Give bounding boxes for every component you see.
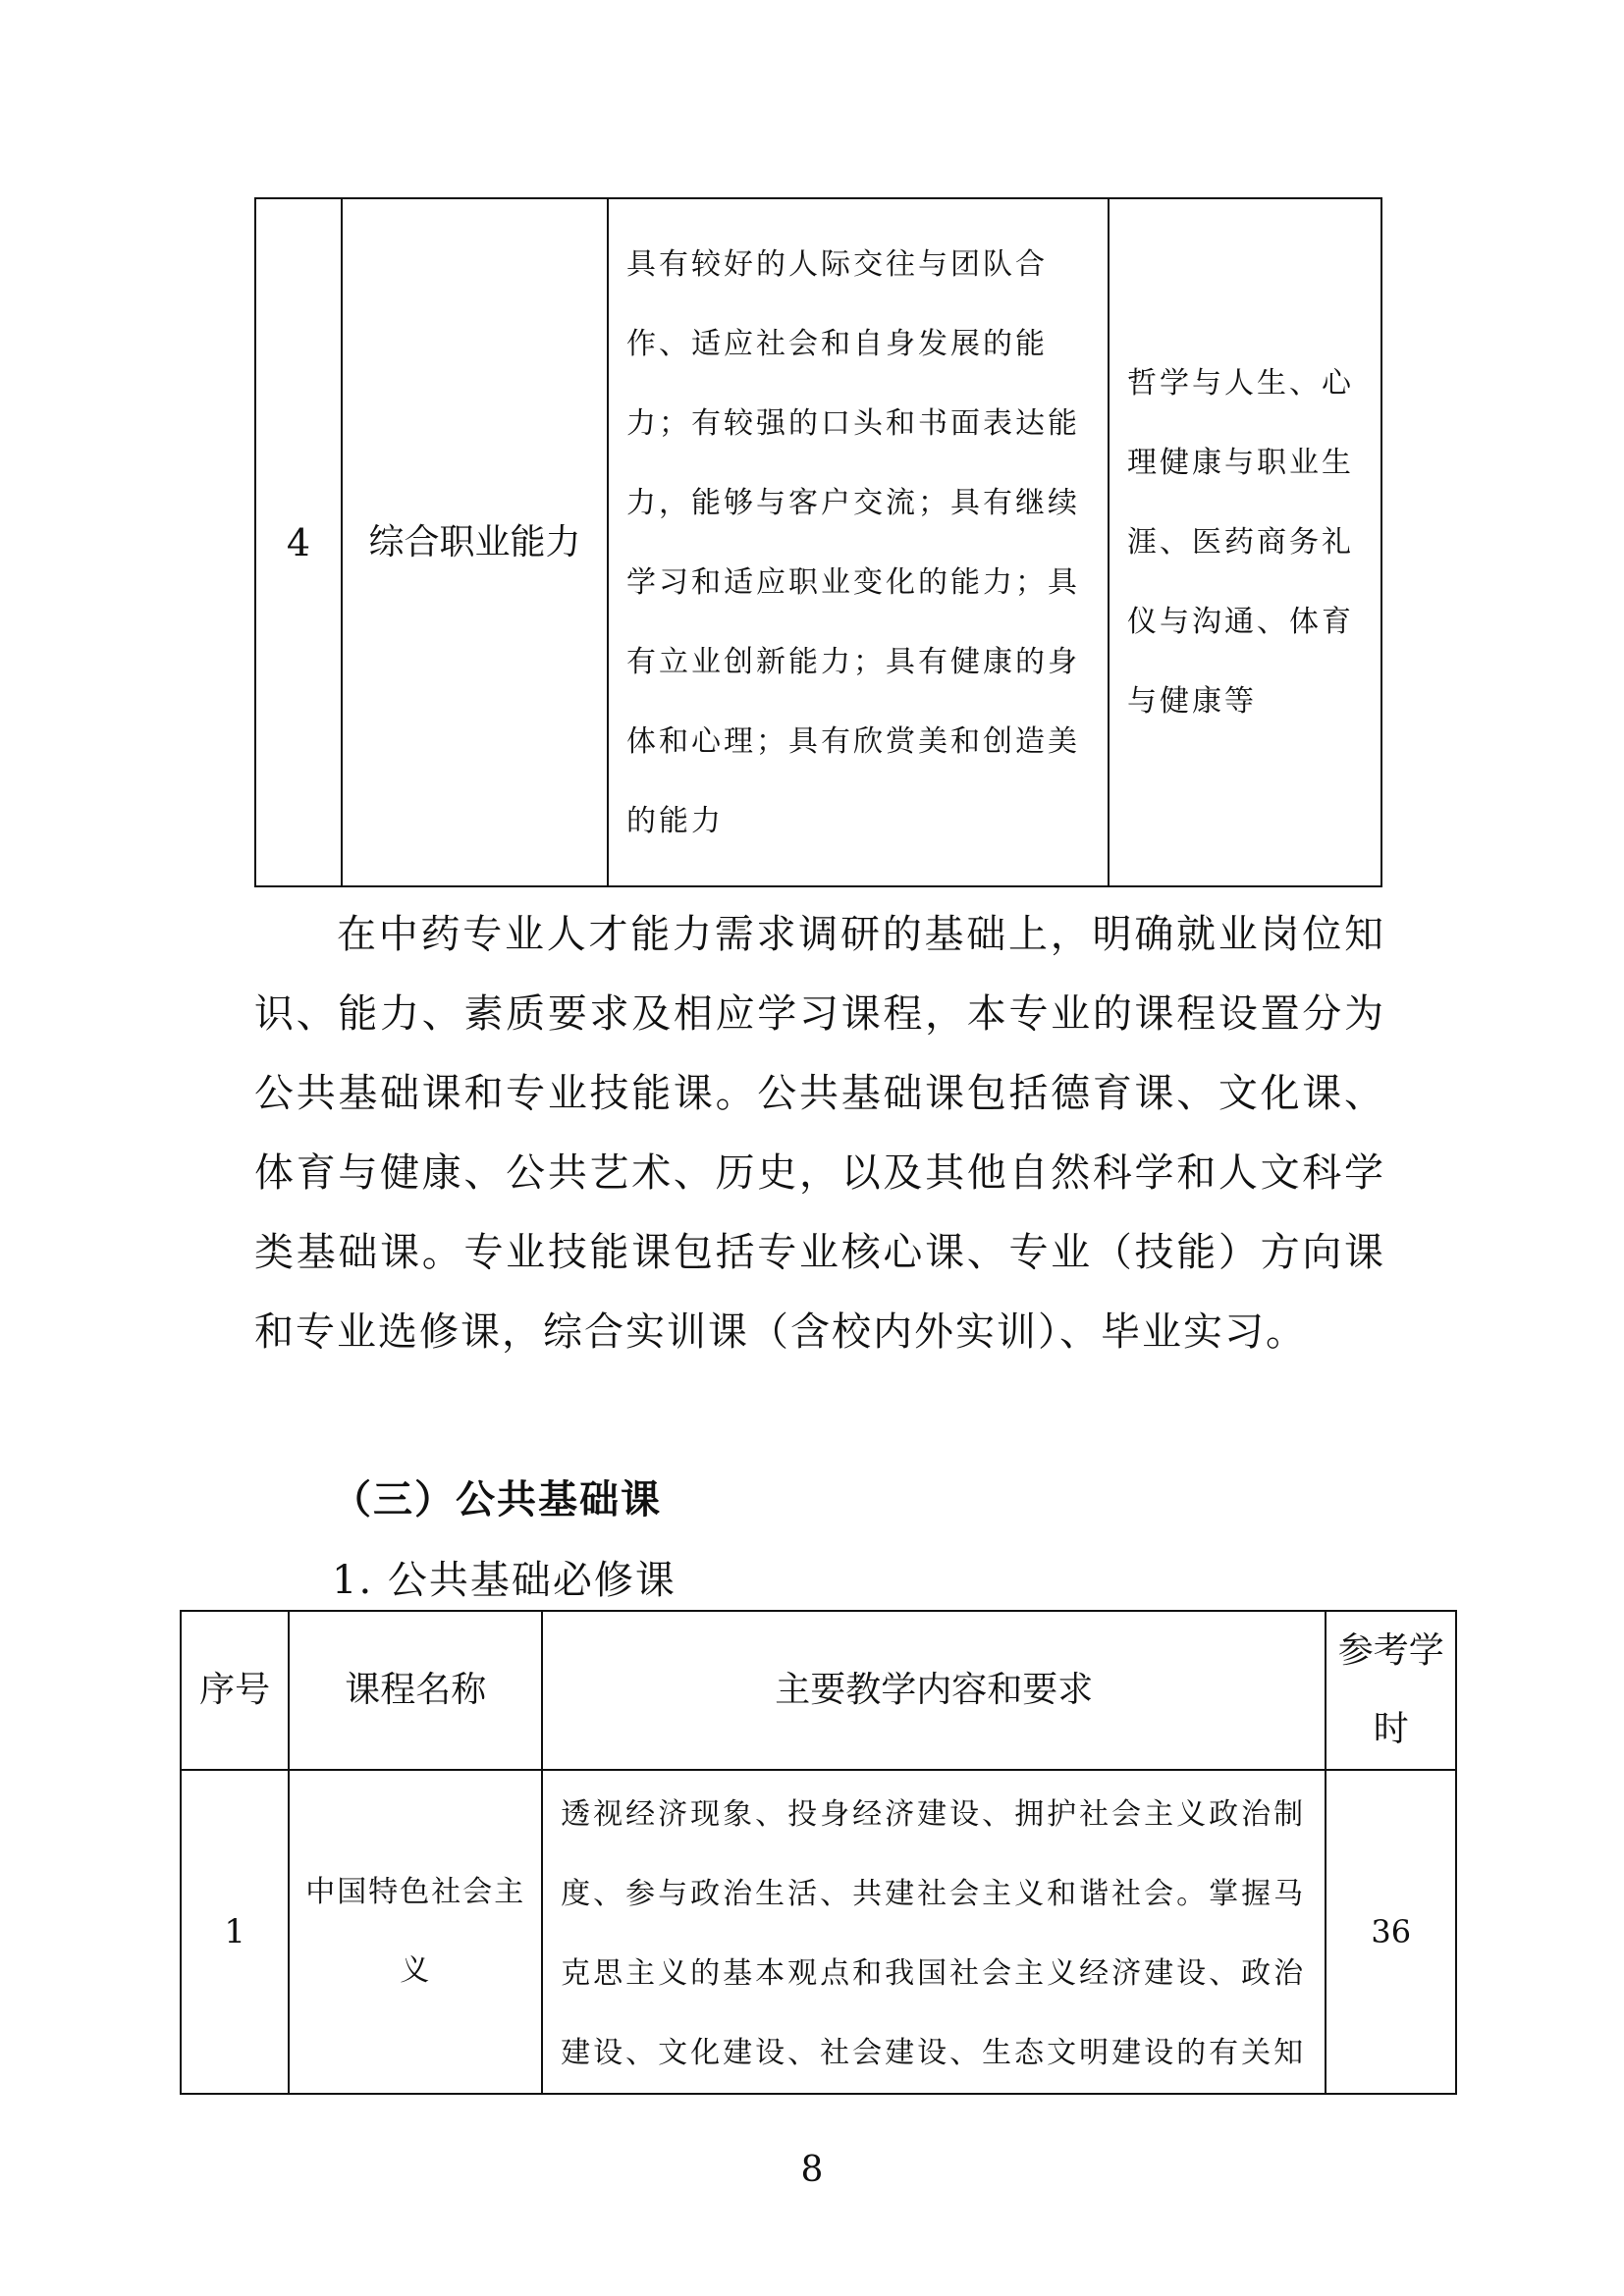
- header-number: 序号: [181, 1611, 289, 1770]
- page-number: 8: [800, 2150, 824, 2190]
- table-row: [255, 198, 1381, 886]
- section-heading: （三）公共基础课: [332, 1476, 662, 1522]
- table-header-row: [181, 1611, 1456, 1770]
- row-number: 1: [181, 1770, 289, 2094]
- subsection-heading: 1. 公共基础必修课: [332, 1558, 677, 1603]
- header-requirements: 主要教学内容和要求: [542, 1611, 1326, 1770]
- row-number: 4: [255, 198, 342, 886]
- required-courses-table: [180, 1610, 1457, 2095]
- ability-course-table: [254, 197, 1382, 887]
- ability-description: 具有较好的人际交往与团队合作、适应社会和自身发展的能力；有较强的口头和书面表达能力，能够与客户交流；具有继续学习和适应职业变化的能力；具有立业创新能力；具有健康的身体和心理；具有欣赏美和创造美的能力: [608, 198, 1109, 886]
- course-name: 中国特色社会主义: [289, 1770, 542, 2094]
- ability-name: 综合职业能力: [342, 198, 608, 886]
- body-paragraph: 在中药专业人才能力需求调研的基础上，明确就业岗位知识、能力、素质要求及相应学习课程，本专业的课程设置分为公共基础课和专业技能课。公共基础课包括德育课、文化课、体育与健康、公共艺术、历史，以及其他自然科学和人文科学类基础课。专业技能课包括专业核心课、专业（技能）方向课和专业选修课，综合实训课（含校内外实训）、毕业实习。: [254, 912, 1385, 1355]
- course-requirements: 透视经济现象、投身经济建设、拥护社会主义政治制度、参与政治生活、共建社会主义和谐社会。掌握马克思主义的基本观点和我国社会主义经济建设、政治建设、文化建设、社会建设、生态文明建设的有关知: [542, 1770, 1326, 2094]
- course-hours: 36: [1326, 1770, 1456, 2094]
- header-course-name: 课程名称: [289, 1611, 542, 1770]
- table-row: [181, 1770, 1456, 2094]
- related-courses: 哲学与人生、心理健康与职业生涯、医药商务礼仪与沟通、体育与健康等: [1109, 198, 1381, 886]
- header-hours: 参考学时: [1326, 1611, 1456, 1770]
